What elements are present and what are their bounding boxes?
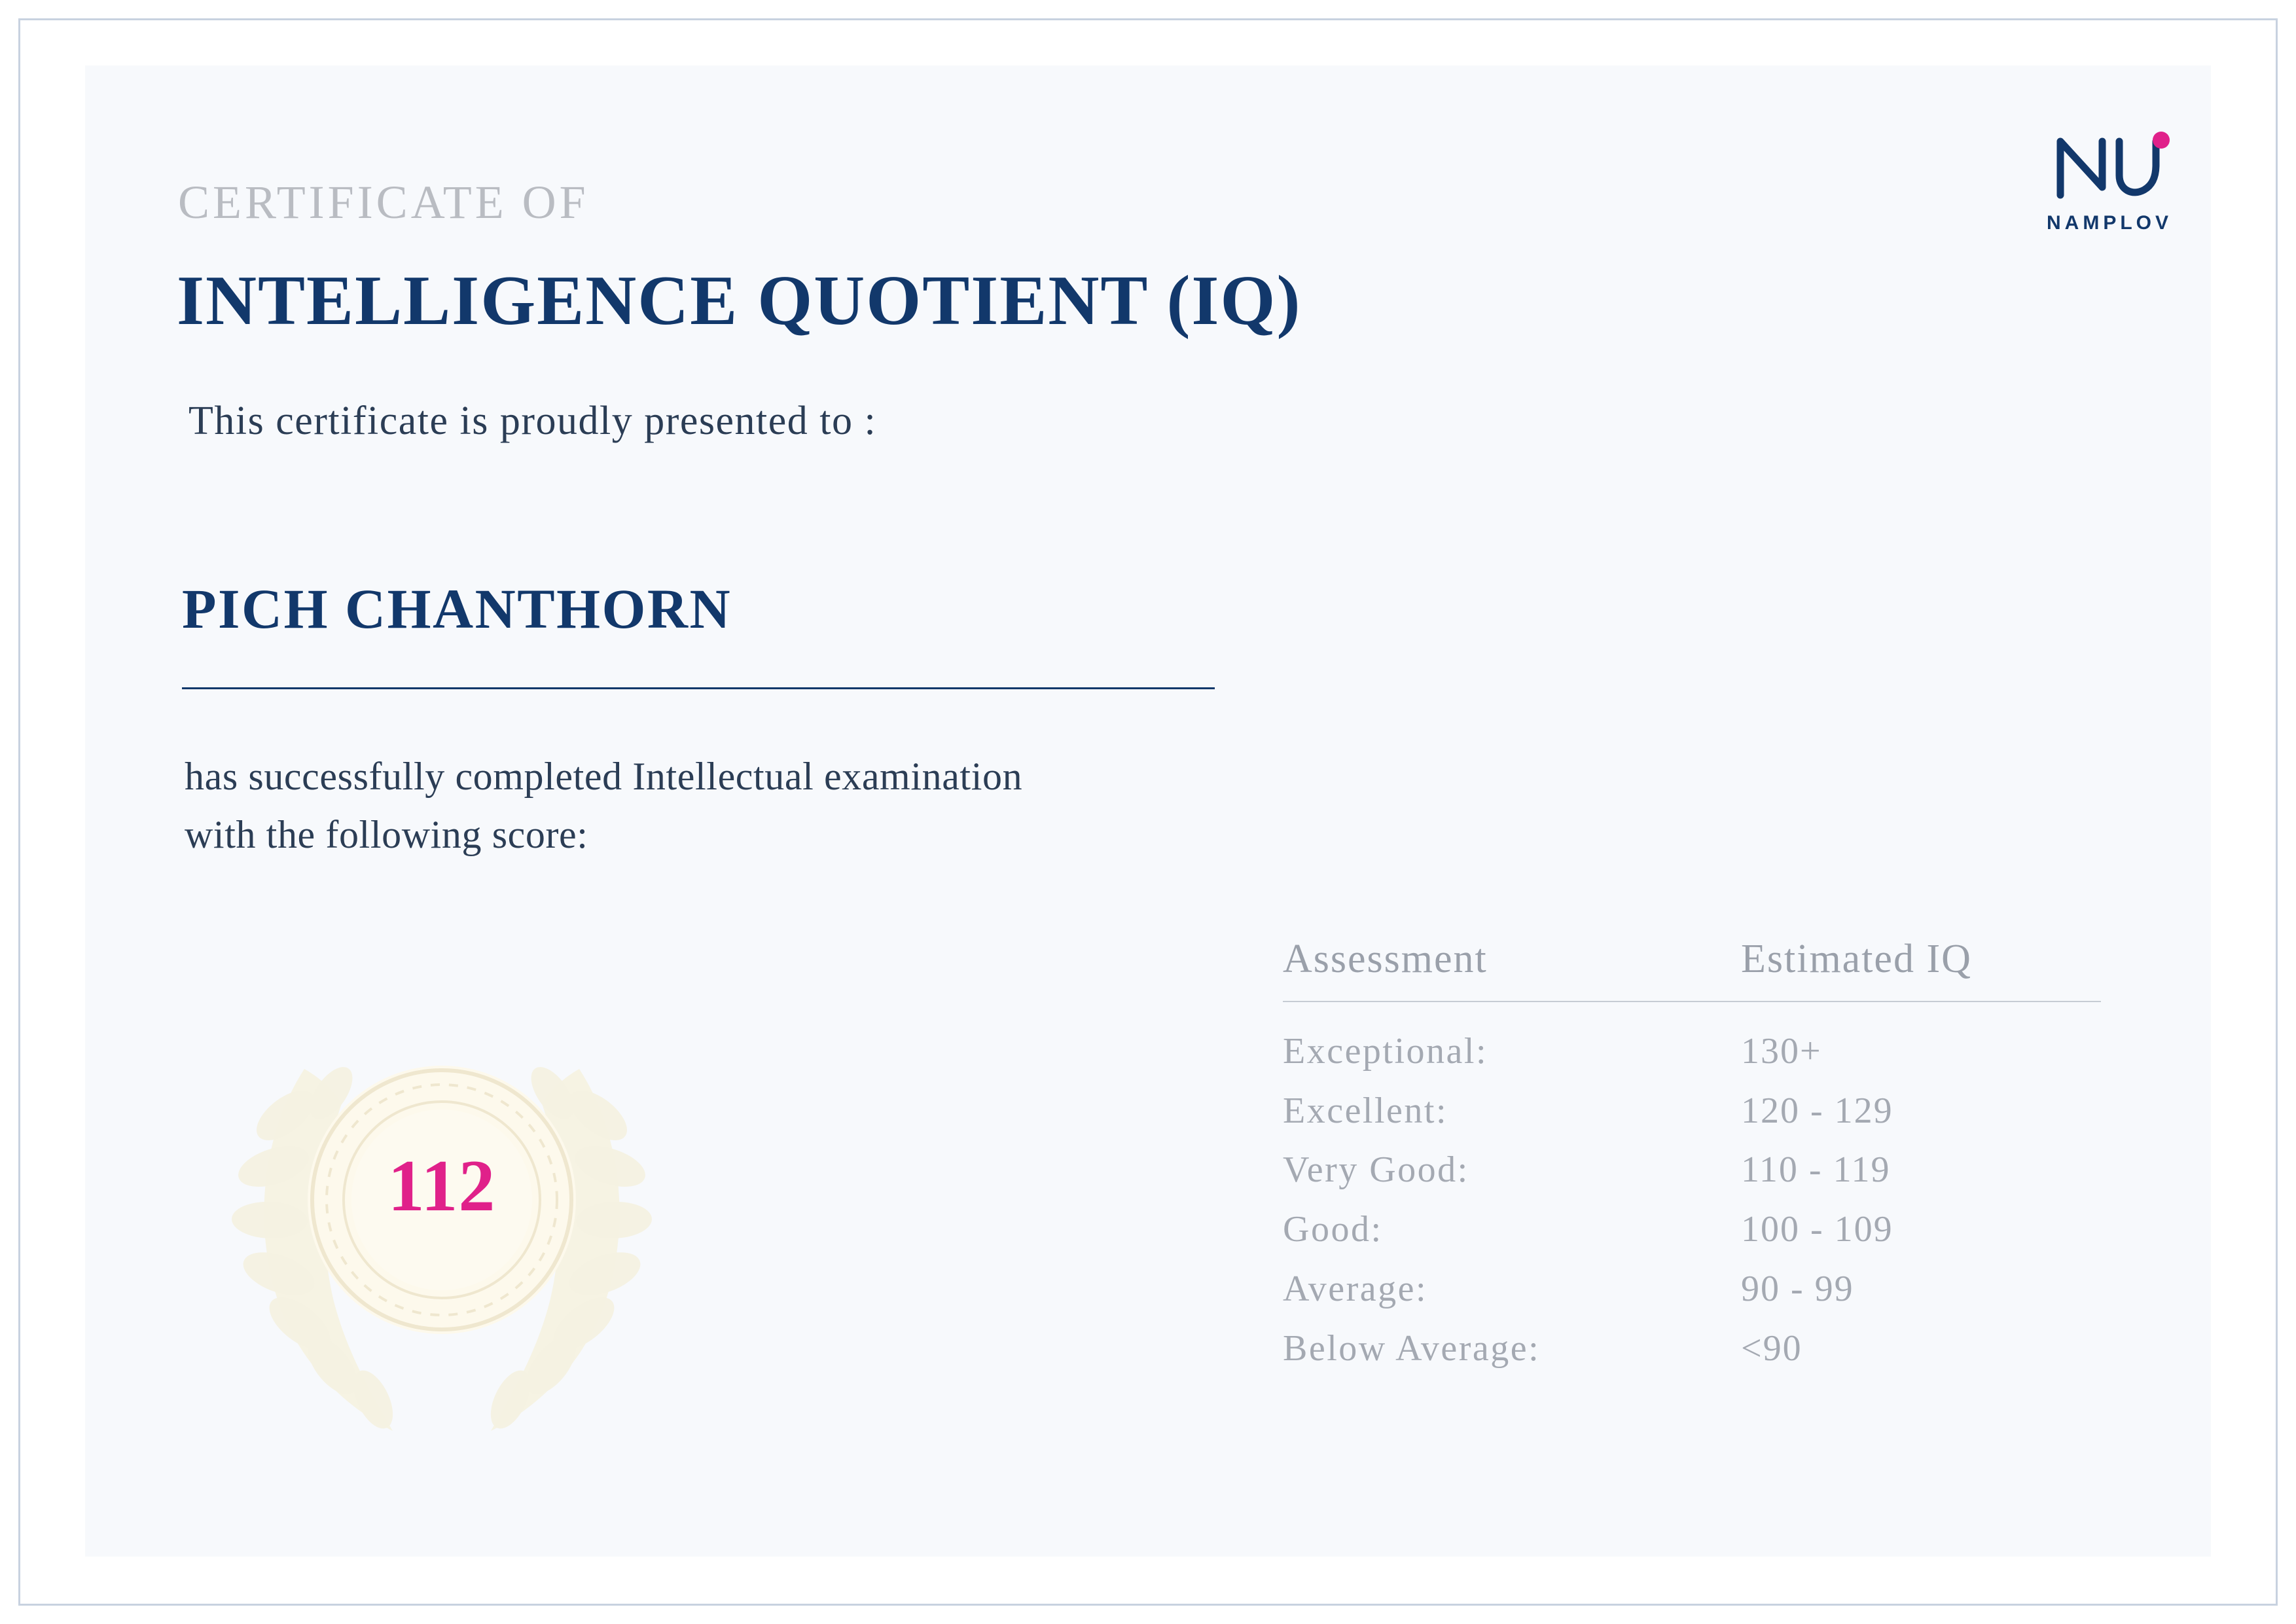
logo-dot [2153, 132, 2170, 149]
presented-to-label: This certificate is proudly presented to : [188, 399, 877, 443]
table-header-row [1283, 936, 2101, 1001]
cell-assessment: Excellent: [1283, 1090, 1448, 1131]
brand-wordmark: NAMPLOV [2047, 212, 2172, 234]
cell-range: 120 - 129 [1741, 1090, 1893, 1131]
recipient-name: PICH CHANTHORN [182, 577, 732, 640]
cell-assessment: Good: [1283, 1209, 1383, 1250]
table-row [1283, 1140, 2101, 1200]
brand-logo [2034, 124, 2185, 234]
body-line-1: has successfully completed Intellectual examination [185, 755, 1023, 798]
certificate-body [185, 748, 1022, 864]
cell-assessment: Average: [1283, 1268, 1428, 1309]
table-header-estimated-iq: Estimated IQ [1741, 937, 1972, 981]
cell-range: 110 - 119 [1741, 1149, 1891, 1191]
table-row [1283, 1259, 2101, 1319]
table-divider [1283, 1001, 2101, 1002]
body-line-2: with the following score: [185, 812, 588, 856]
table-row [1283, 1022, 2101, 1081]
table-row [1283, 1200, 2101, 1259]
cell-range: <90 [1741, 1327, 1803, 1369]
score-badge [170, 928, 713, 1471]
table-row [1283, 1319, 2101, 1379]
cell-assessment: Very Good: [1283, 1149, 1469, 1191]
table-header-assessment: Assessment [1283, 937, 1488, 981]
recipient-underline [182, 687, 1215, 689]
table-row [1283, 1081, 2101, 1141]
certificate-eyebrow: CERTIFICATE OF [178, 176, 589, 228]
certificate-title: INTELLIGENCE QUOTIENT (IQ) [177, 262, 1302, 340]
assessment-table [1283, 936, 2101, 1378]
cell-range: 100 - 109 [1741, 1209, 1893, 1250]
cell-range: 130+ [1741, 1031, 1822, 1072]
cell-range: 90 - 99 [1741, 1268, 1854, 1309]
cell-assessment: Exceptional: [1283, 1031, 1488, 1072]
cell-assessment: Below Average: [1283, 1327, 1541, 1369]
score-value: 112 [387, 1146, 496, 1227]
namplov-monogram-icon [2034, 124, 2185, 203]
